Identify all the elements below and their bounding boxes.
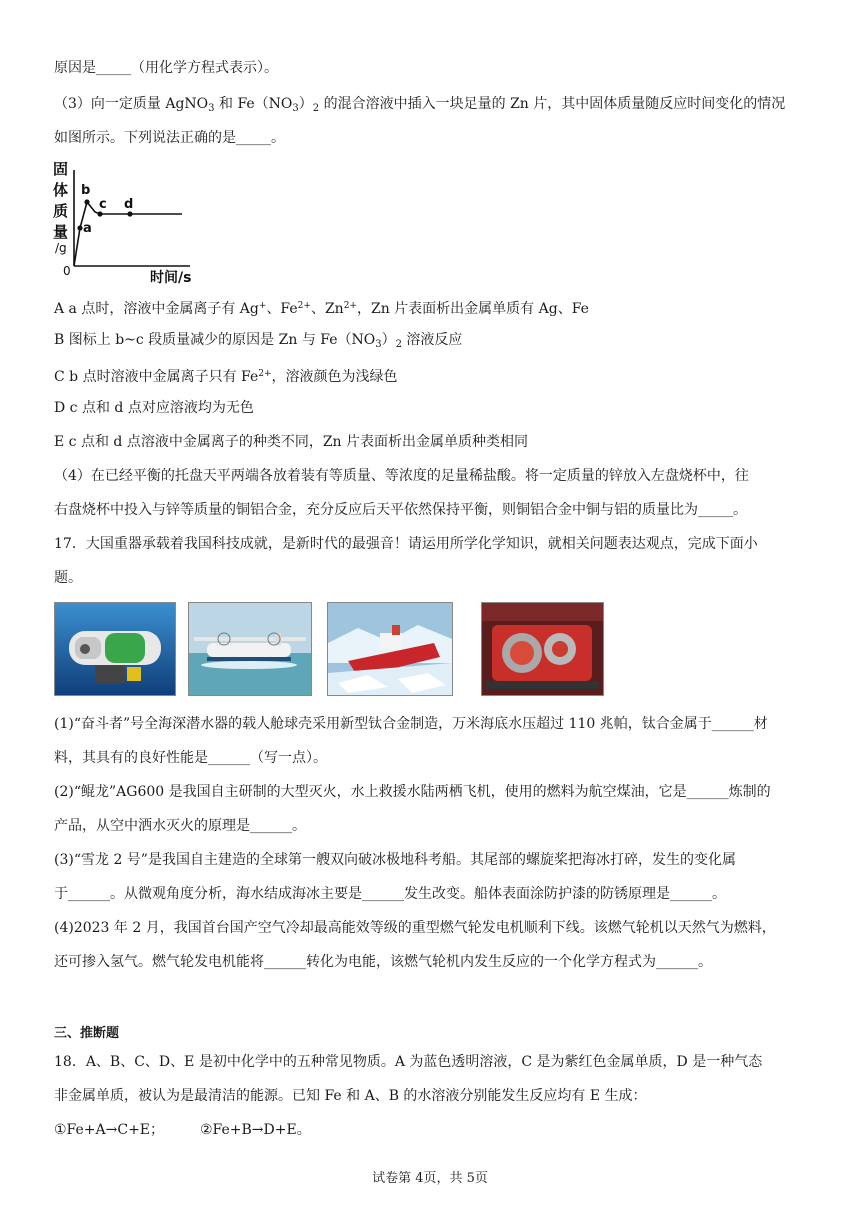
q18-line1: 18．A、B、C、D、E 是初中化学中的五种常见物质。A 为蓝色透明溶液，C 是为紫红色金属单质，D 是一种气态 [54, 1054, 763, 1070]
q17-intro-line2: 题。 [54, 570, 82, 586]
text-seg: B 图标上 b~c 段质量减少的原因是 Zn 与 Fe（NO [54, 332, 376, 348]
q17-s3-line2: 于______。从微观角度分析，海水结成海冰主要是______发生改变。船体表面涂防护漆的防锈原理是______。 [54, 886, 726, 902]
point-a-label: a [83, 221, 92, 236]
point-d-label: d [124, 197, 134, 212]
solid-mass-vs-time-graph [50, 158, 210, 286]
superscript: 2+ [297, 301, 311, 311]
graph-origin-label: 0 [63, 264, 71, 278]
q18-equation-1: ①Fe+A→C+E； [54, 1122, 165, 1138]
subscript: 3 [208, 103, 215, 114]
ylabel-char: 固 [53, 160, 69, 178]
submersible-photo [54, 602, 176, 696]
q17-s3-line1: (3)“雪龙 2 号”是我国自主建造的全球第一艘双向破冰极地科考船。其尾部的螺旋桨把海冰打碎，发生的变化属 [54, 852, 736, 868]
q17-s2-line1: (2)“鲲龙”AG600 是我国自主研制的大型灭火，水上救援水陆两栖飞机，使用的燃料为航空煤油，它是______炼制的 [54, 784, 771, 800]
point-c-marker [97, 211, 102, 216]
option-a [54, 296, 589, 319]
ylabel-char: 量 [53, 223, 69, 241]
point-b-marker [84, 199, 89, 204]
text-seg: ，Zn 片表面析出金属单质有 Ag、Fe [356, 301, 589, 317]
text-seg: 的混合溶液中插入一块足量的 Zn 片，其中固体质量随反应时间变化的情况 [319, 96, 786, 112]
option-e: E c 点和 d 点溶液中金属离子的种类不同，Zn 片表面析出金属单质种类相同 [54, 434, 529, 450]
q17-s4-line2: 还可掺入氢气。燃气轮发电机能将______转化为电能，该燃气轮机内发生反应的一个化学方程式为______。 [54, 954, 712, 970]
q18-line2: 非金属单质，被认为是最清洁的能源。已知 Fe 和 A、B 的水溶液分别能发生反应均有 E 生成： [54, 1088, 647, 1104]
point-d-marker [127, 211, 132, 216]
subscript: 2 [312, 103, 320, 114]
page-footer: 试卷第 4页，共 5页 [372, 1171, 488, 1186]
q16-p4-line2: 右盘烧杯中投入与锌等质量的铜铝合金，充分反应后天平依然保持平衡，则铜铝合金中铜与铝的质量比为_____。 [54, 502, 747, 518]
text-seg: ） [298, 96, 313, 112]
q16-p2-answer-line: 原因是_____（用化学方程式表示）。 [54, 60, 278, 76]
point-c-label: c [99, 197, 107, 212]
q17-s4-line1: (4)2023 年 2 月，我国首台国产空气冷却最高能效等级的重型燃气轮发电机顺利下线。该燃气轮机以天然气为燃料， [54, 920, 776, 936]
text-seg: 和 Fe（NO [214, 96, 293, 112]
text-seg: C b 点时溶液中金属离子只有 Fe [54, 369, 259, 385]
q16-p4-line1: （4）在已经平衡的托盘天平两端各放着装有等质量、等浓度的足量稀盐酸。将一定质量的锌放入左盘烧杯中，往 [54, 468, 749, 484]
superscript: + [258, 301, 267, 311]
point-b-label: b [81, 183, 91, 198]
icebreaker-ship-photo [327, 602, 453, 696]
q17-s1-line2: 料，其具有的良好性能是______（写一点）。 [54, 750, 327, 766]
text-seg: 、Zn [310, 301, 344, 317]
xlabel: 时间/s [150, 270, 192, 286]
subscript: 3 [292, 103, 299, 114]
subscript: 2 [395, 339, 402, 350]
section-heading: 三、推断题 [54, 1026, 120, 1041]
superscript: 2+ [343, 301, 357, 311]
q16-p3-line2: 如图所示。下列说法正确的是_____。 [54, 130, 285, 146]
ylabel-unit: /g [55, 241, 67, 255]
superscript: 2+ [258, 369, 272, 379]
ylabel-char: 体 [53, 181, 69, 199]
subscript: 3 [375, 339, 382, 350]
text-seg: 溶液反应 [401, 332, 463, 348]
text-seg: （3）向一定质量 AgNO [54, 96, 209, 112]
amphibious-plane-photo [188, 602, 312, 696]
option-b [54, 330, 462, 355]
q17-intro-line1: 17．大国重器承载着我国科技成就，是新时代的最强音！请运用所学化学知识，就相关问题表达观点，完成下面小 [54, 536, 758, 552]
ylabel-char: 质 [53, 202, 69, 220]
option-c [54, 364, 398, 387]
q17-s2-line2: 产品，从空中洒水灭火的原理是______。 [54, 818, 306, 834]
q16-p3-line1 [54, 94, 785, 119]
text-seg: A a 点时，溶液中金属离子有 Ag [54, 301, 259, 317]
gas-turbine-photo [481, 602, 604, 696]
text-seg: ，溶液颜色为浅绿色 [271, 369, 398, 385]
point-a-marker [77, 225, 82, 230]
q18-equation-2: ②Fe+B→D+E。 [200, 1122, 311, 1138]
option-d: D c 点和 d 点对应溶液均为无色 [54, 400, 254, 416]
text-seg: 、Fe [266, 301, 298, 317]
q17-s1-line1: (1)“奋斗者”号全海深潜水器的载人舱球壳采用新型钛合金制造，万米海底水压超过 110 兆帕，钛合金属于______材 [54, 716, 768, 732]
text-seg: ） [381, 332, 396, 348]
